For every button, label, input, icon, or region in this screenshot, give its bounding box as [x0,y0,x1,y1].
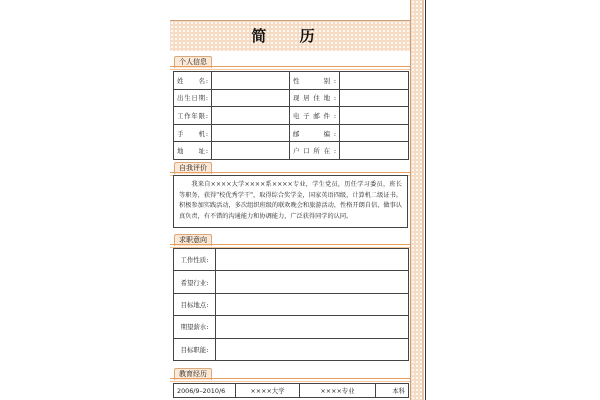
value-birthdate[interactable] [212,89,290,107]
value-address[interactable] [212,142,290,160]
value-location[interactable] [216,293,409,315]
value-mobile[interactable] [212,124,290,142]
section-self-evaluation [170,162,410,173]
section-rule [170,381,410,382]
label-postcode: 邮 编: [290,124,340,142]
label-residence: 现居住地: [290,89,340,107]
table-row [174,124,409,142]
edu-period: 2006/9–2010/6 [174,384,236,398]
label-name: 姓 名: [174,72,212,90]
section-education [170,368,410,379]
label-job-type: 工作性质: [174,249,216,271]
label-birthdate: 出生日期: [174,89,212,107]
label-address: 地 址: [174,142,212,160]
label-industry: 希望行业: [174,271,216,293]
label-salary: 期望薪水: [174,316,216,338]
self-evaluation-text: 我来自××××大学××××系××××专业，学生党员，历任学习委员，班长等职务，获得"校优秀学干"，取得综合奖学金，国家英语四级，计算机二级证书。积极参加实践活动，多次组织班级的联欢晚会和旅游活动，性格开朗自信，做事认真负责，有不错的沟通能力和协调能力，广泛获得同学的认同。 [179,181,402,220]
section-heading-self-eval: 自我评价 [174,162,212,174]
section-heading-education: 教育经历 [174,368,212,380]
table-row [174,249,409,271]
table-row [174,293,409,315]
table-row [174,384,409,398]
table-row [174,316,409,338]
job-intent-table [173,248,409,361]
section-heading-intent: 求职意向 [174,234,212,246]
self-evaluation-box [173,175,408,228]
section-personal-info [170,56,410,67]
section-rule [170,378,410,379]
edu-school: ××××大学 [236,384,300,398]
value-industry[interactable] [216,271,409,293]
value-hukou[interactable] [340,142,409,160]
label-email: 电子邮件: [290,107,340,125]
value-gender[interactable] [340,72,409,90]
label-target-role: 目标职能: [174,338,216,360]
table-row [174,107,409,125]
table-row [174,142,409,160]
value-email[interactable] [340,107,409,125]
table-row [174,338,409,360]
section-rule [170,172,410,173]
value-name[interactable] [212,72,290,90]
section-heading-personal: 个人信息 [174,56,212,68]
value-salary[interactable] [216,316,409,338]
resume-page [170,0,434,400]
label-location: 目标地点: [174,293,216,315]
page-edge [425,0,426,400]
section-rule [170,66,410,67]
top-margin [170,0,410,21]
label-gender: 性 别: [290,72,340,90]
section-rule [170,244,410,245]
value-target-role[interactable] [216,338,409,360]
page-fold [422,0,424,400]
personal-info-table [173,71,409,160]
value-residence[interactable] [340,89,409,107]
section-job-intent [170,234,410,245]
page-title: 简 历 [251,27,329,45]
value-job-type[interactable] [216,249,409,271]
value-postcode[interactable] [340,124,409,142]
table-row [174,89,409,107]
table-row [174,72,409,90]
table-row [174,271,409,293]
edu-major: ××××专业 [300,384,376,398]
label-mobile: 手 机: [174,124,212,142]
label-work-years: 工作年限: [174,107,212,125]
label-hukou: 户口所在: [290,142,340,160]
section-rule [170,69,410,70]
value-work-years[interactable] [212,107,290,125]
edu-degree: 本科 [376,384,409,398]
education-table [173,383,409,398]
